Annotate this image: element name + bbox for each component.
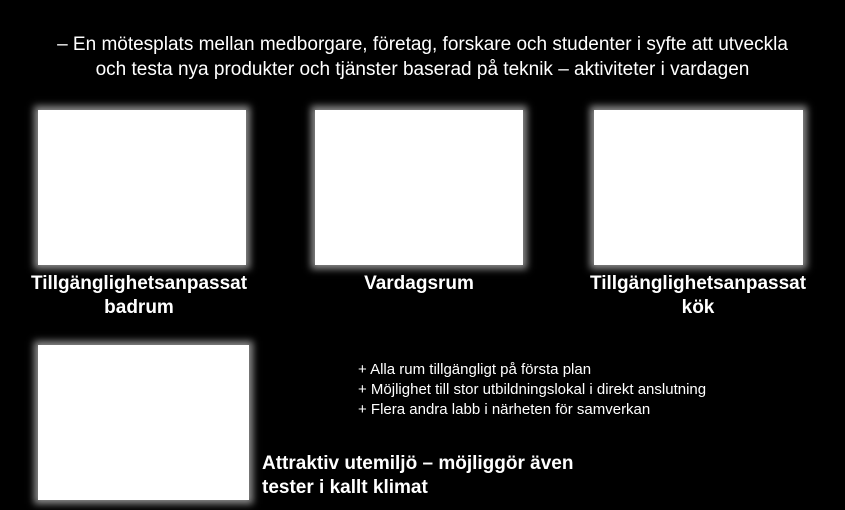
living-room-photo — [315, 110, 523, 265]
intro-text — [0, 32, 845, 82]
kitchen-caption-line-1: Tillgänglighetsanpassat — [589, 273, 807, 294]
kitchen-caption — [566, 272, 830, 320]
outdoor-caption — [262, 452, 573, 500]
list-item: + Flera andra labb i närheten för samverkan — [358, 401, 651, 418]
intro-line-2: och testa nya produkter och tjänster baserad på teknik – aktiviteter i vardagen — [95, 59, 750, 80]
feature-list — [358, 360, 706, 420]
outdoor-caption-line-2: tester i kallt klimat — [262, 477, 428, 498]
bathroom-caption — [8, 272, 270, 320]
intro-line-1: – En mötesplats mellan medborgare, företag, forskare och studenter i syfte att utveckla — [57, 34, 788, 55]
list-item: + Möjlighet till stor utbildningslokal i direkt anslutning — [358, 381, 707, 398]
bathroom-caption-line-2: badrum — [104, 297, 174, 318]
kitchen-caption-line-2: kök — [681, 297, 715, 318]
living-room-caption — [318, 272, 520, 296]
outdoor-caption-line-1: Attraktiv utemiljö – möjliggör även — [262, 453, 574, 474]
outdoor-photo — [38, 345, 249, 500]
kitchen-photo — [594, 110, 803, 265]
bathroom-caption-line-1: Tillgänglighetsanpassat — [30, 273, 248, 294]
bathroom-photo — [38, 110, 246, 265]
living-room-caption-line-1: Vardagsrum — [364, 273, 474, 294]
list-item: + Alla rum tillgängligt på första plan — [358, 361, 592, 378]
